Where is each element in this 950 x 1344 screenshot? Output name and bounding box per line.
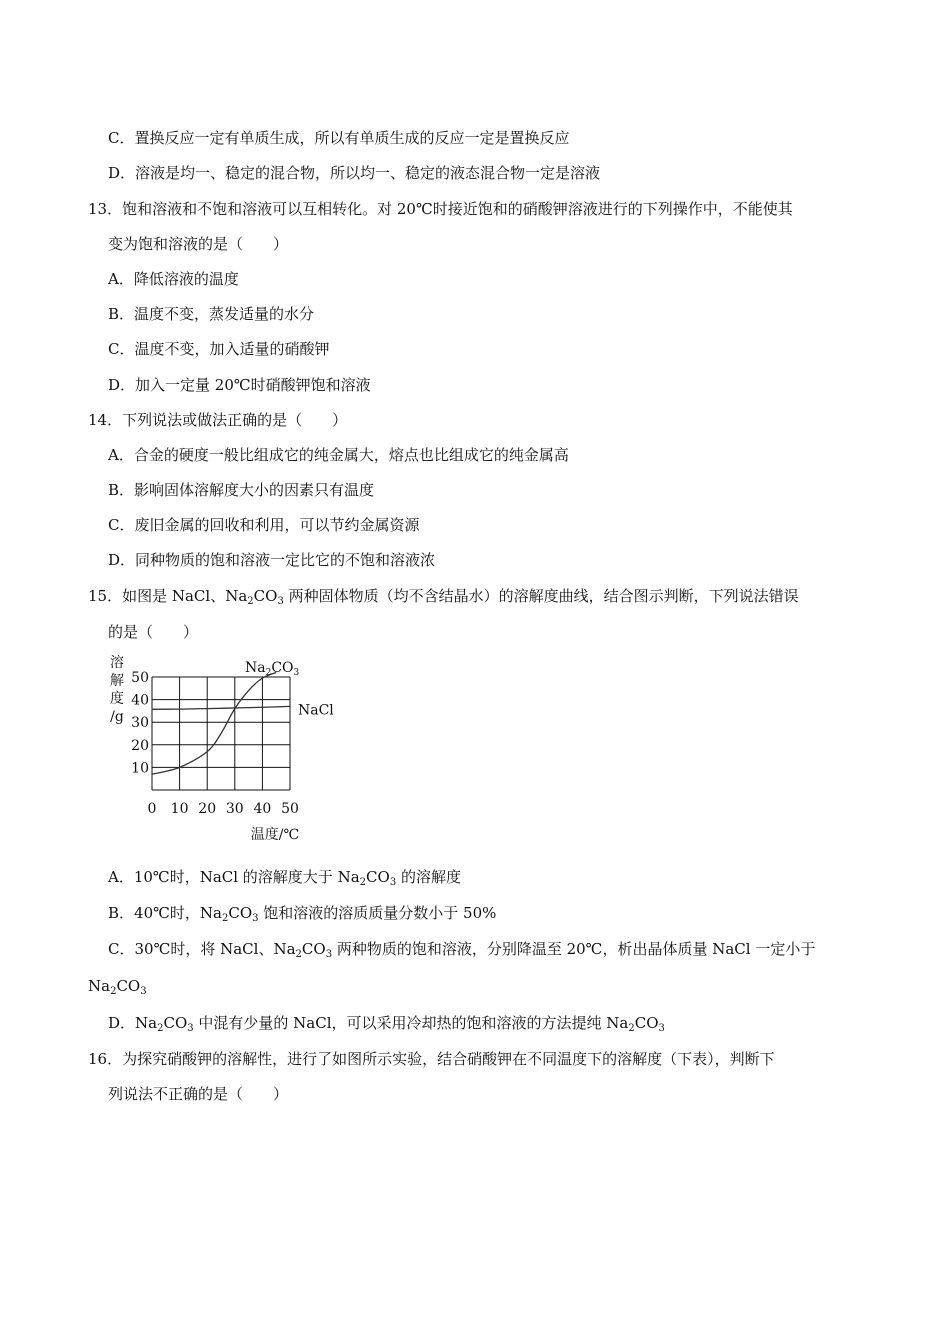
y-axis-label (110, 654, 124, 725)
curves (152, 672, 290, 774)
q13-option-d: D．加入一定量 20℃时硝酸钾饱和溶液 (108, 376, 371, 394)
q14-stem: 14．下列说法或做法正确的是（ ） (88, 411, 348, 429)
y-tick-20: 20 (131, 737, 149, 754)
curve-na2co3 (152, 672, 276, 774)
y-tick-30: 30 (131, 715, 149, 732)
q14-option-b: B．影响固体溶解度大小的因素只有温度 (108, 481, 375, 499)
x-tick-40: 40 (253, 801, 272, 817)
x-tick-10: 10 (170, 801, 189, 817)
y-tick-50: 50 (131, 670, 149, 686)
q12-option-c: C．置换反应一定有单质生成，所以有单质生成的反应一定是置换反应 (108, 129, 570, 147)
q14-option-c: C．废旧金属的回收和利用，可以节约金属资源 (108, 516, 420, 534)
y-label-char: 解 (110, 673, 124, 689)
y-tick-10: 10 (131, 760, 149, 777)
q16-stem-line1: 16．为探究硝酸钾的溶解性，进行了如图所示实验，结合硝酸钾在不同温度下的溶解度（下表），判断下 (88, 1050, 775, 1068)
curve-nacl (152, 706, 290, 709)
q13-stem-line1: 13．饱和溶液和不饱和溶液可以互相转化。对 20℃时接近饱和的硝酸钾溶液进行的下列操作中，不能使其 (88, 200, 793, 218)
x-tick-50: 50 (281, 801, 299, 817)
q16-stem-line2: 列说法不正确的是（ ） (108, 1085, 289, 1103)
x-axis-label: 温度/℃ (250, 827, 300, 843)
x-tick-30: 30 (225, 801, 244, 817)
q15-option-b: B．40℃时，$Na_2CO_3$ 饱和溶液的溶质质量分数小于 50% (108, 904, 497, 924)
q13-option-c: C．温度不变，加入适量的硝酸钾 (108, 340, 330, 358)
q13-stem-line2: 变为饱和溶液的是（ ） (108, 235, 289, 253)
x-tick-20: 20 (198, 801, 217, 817)
y-label-char: 度 (110, 691, 124, 707)
label-nacl: NaCl (298, 702, 334, 719)
q12-option-d: D．溶液是均一、稳定的混合物，所以均一、稳定的液态混合物一定是溶液 (108, 164, 601, 182)
solubility-chart (100, 650, 360, 845)
y-label-char: 溶 (110, 655, 124, 671)
q14-option-d: D．同种物质的饱和溶液一定比它的不饱和溶液浓 (108, 551, 436, 569)
q13-option-a: A．降低溶液的温度 (108, 270, 239, 288)
q13-option-b: B．温度不变，蒸发适量的水分 (108, 305, 315, 323)
q15-stem-line1: 15．如图是 NaCl、$Na_2CO_3$ 两种固体物质（均不含结晶水）的溶解度曲线，结合图示判断，下列说法错误 (88, 587, 799, 607)
y-label-char: /g (110, 709, 124, 725)
label-na2co3: $Na_2CO_3$ (245, 660, 300, 678)
q14-option-a: A．合金的硬度一般比组成它的纯金属大，熔点也比组成它的纯金属高 (108, 446, 569, 464)
q15-option-c-line2: $Na_2CO_3$ (88, 977, 147, 997)
q15-option-a: A．10℃时，NaCl 的溶解度大于 $Na_2CO_3$ 的溶解度 (108, 868, 461, 888)
y-tick-40: 40 (131, 692, 149, 709)
q15-option-c-line1: C．30℃时，将 NaCl、$Na_2CO_3$ 两种物质的饱和溶液，分别降温至 20℃，析出晶体质量 NaCl 一定小于 (108, 940, 816, 960)
x-tick-0: 0 (147, 801, 157, 817)
q15-stem-line2: 的是（ ） (108, 623, 199, 641)
q15-option-d: D．$Na_2CO_3$ 中混有少量的 NaCl，可以采用冷却热的饱和溶液的方法提纯 $Na_2CO_3$ (108, 1014, 665, 1034)
